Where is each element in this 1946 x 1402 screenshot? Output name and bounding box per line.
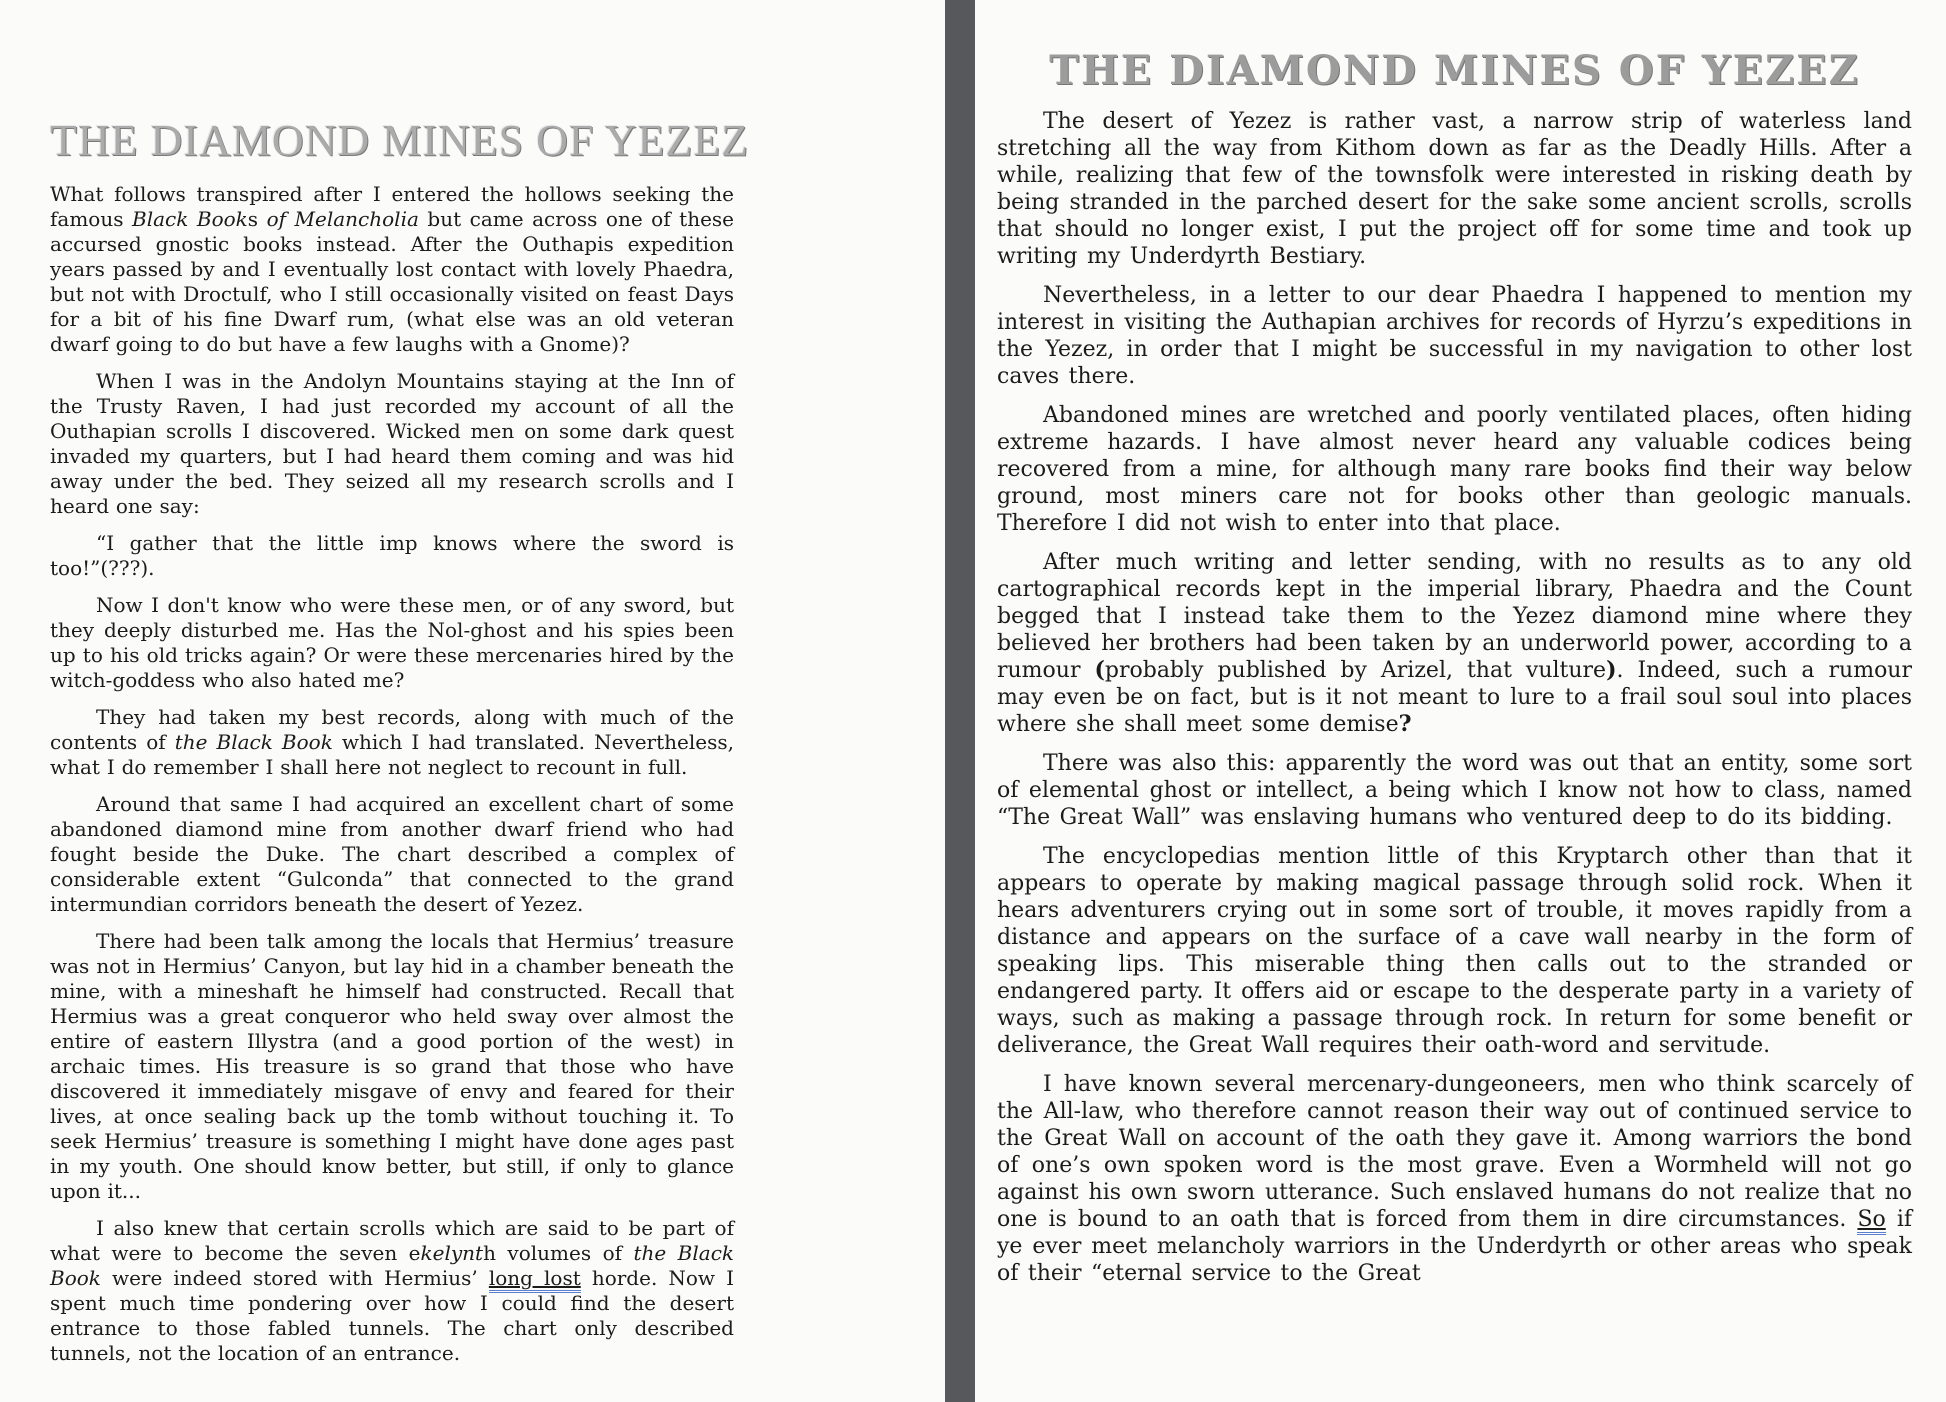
text-segment: were indeed stored with Hermius’	[100, 1266, 489, 1291]
page-left-title: THE DIAMOND MINES OF YEZEZ	[50, 116, 749, 165]
text-segment: probably published by Arizel, that vulture	[1104, 658, 1607, 683]
page-divider	[945, 0, 975, 1402]
paragraph	[50, 929, 734, 1204]
text-segment: I also knew that certain scrolls which are said to be part of what were to become the seven e	[50, 1216, 734, 1266]
text-segment: kelynt	[420, 1241, 484, 1266]
paragraph	[50, 369, 734, 519]
text-segment: the Black Book	[50, 1241, 735, 1291]
text-segment: (	[1094, 657, 1105, 683]
text-segment: but came across one of these accursed gnostic books instead. After the Outhapis expedition years passed by and I eventually lost contact with lovely Phaedra, but not with Droctulf, who I still occasionally visited on feast Days for a bit of his fine Dwarf rum, (what else was an old veteran dwarf going to do but have a few laughs with a Gnome)?	[50, 207, 735, 357]
text-segment: I have known several mercenary-dungeoneers, men who think scarcely of the All-law, who therefore cannot reason their way out of continued service to the Great Wall on account of the oath they gave it. Among warriors the bond of one’s own spoken word is the most grave. Even a Wormheld will not go against his own sworn utterance. Such enslaved humans do not realize that no one is bound to an oath that is forced from them in dire circumstances.	[997, 1072, 1912, 1232]
text-segment: horde. Now I spent much time pondering over how I could find the desert entrance to those fabled tunnels. The chart only described tunnels, not the location of an entrance.	[50, 1266, 734, 1366]
paragraph	[997, 549, 1912, 738]
grammar-marked-text: So	[1857, 1207, 1885, 1235]
page-left-body	[50, 182, 734, 1366]
page-right-body	[997, 108, 1912, 1287]
text-segment: the Black Book	[174, 730, 333, 755]
paragraph	[50, 593, 734, 693]
text-segment: What follows transpired after I entered the hollows seeking the famous	[50, 182, 734, 232]
paragraph	[997, 750, 1912, 831]
text-segment: There was also this: apparently the word was out that an entity, some sort of elemental ghost or intellect, a being which I know not how to class, named “The Great Wall” was enslaving humans who ventured deep to do its bidding.	[997, 751, 1912, 830]
text-segment: There had been talk among the locals that Hermius’ treasure was not in Hermius’ Canyon, but lay hid in a chamber beneath the mine, with a mineshaft he himself had constructed. Recall that Hermius was a great conqueror who held sway over almost the entire of eastern Illystra (and a good portion of the west) in archaic times. His treasure is so grand that those who have discovered it immediately misgave of envy and feared for their lives, at once sealing back up the tomb without touching it. To seek Hermius’ treasure is something I might have done ages past in my youth. One should know better, but still, if only to glance upon it...	[50, 929, 734, 1204]
page-right	[975, 0, 1946, 1402]
grammar-marked-text: long lost	[489, 1266, 581, 1293]
text-segment: Around that same I had acquired an excellent chart of some abandoned diamond mine from another dwarf friend who had fought beside the Duke. The chart described a complex of considerable extent “Gulconda” that connected to the grand intermundian corridors beneath the desert of Yezez.	[50, 792, 734, 917]
text-segment: Now I don't know who were these men, or of any sword, but they deeply disturbed me. Has the Nol-ghost and his spies been up to his old tricks again? Or were these mercenaries hired by the witch-goddess who also hated me?	[50, 593, 734, 693]
paragraph	[50, 705, 734, 780]
text-segment: Nevertheless, in a letter to our dear Phaedra I happened to mention my interest in visiting the Authapian archives for records of Hyrzu’s expeditions in the Yezez, in order that I might be successful in my navigation to other lost caves there.	[997, 283, 1912, 389]
text-segment: The desert of Yezez is rather vast, a narrow strip of waterless land stretching all the way from Kithom down as far as the Deadly Hills. After a while, realizing that few of the townsfolk were interested in risking death by being stranded in the parched desert for the sake some ancient scrolls, scrolls that should no longer exist, I put the project off for some time and took up writing my Underdyrth Bestiary.	[997, 109, 1912, 269]
paragraph	[50, 1216, 734, 1366]
text-segment: )	[1606, 657, 1617, 683]
text-segment: When I was in the Andolyn Mountains staying at the Inn of the Trusty Raven, I had just recorded my account of all the Outhapian scrolls I discovered. Wicked men on some dark quest invaded my quarters, but I had heard them coming and was hid away under the bed. They seized all my research scrolls and I heard one say:	[50, 369, 734, 519]
text-segment: Abandoned mines are wretched and poorly ventilated places, often hiding extreme hazards. I have almost never heard any valuable codices being recovered from a mine, for although many rare books find their way below ground, most miners care not for books other than geologic manuals. Therefore I did not wish to enter into that place.	[997, 403, 1912, 536]
paragraph	[997, 282, 1912, 390]
text-segment: of Melancholia	[266, 207, 419, 232]
text-segment: . Indeed, such a rumour may even be on fact, but is it not meant to lure to a frail soul soul into places where she shall meet some demise	[997, 658, 1912, 737]
text-segment: ?	[1398, 711, 1412, 737]
text-segment: The encyclopedias mention little of this Kryptarch other than that it appears to operate by making magical passage through solid rock. When it hears adventurers crying out in some sort of trouble, it moves rapidly from a distance and appears on the surface of a cave wall nearby in the form of speaking lips. This miserable thing then calls out to the stranded or endangered party. It offers aid or escape to the desperate party in a variety of ways, such as making a passage through rock. In return for some benefit or deliverance, the Great Wall requires their oath-word and servitude.	[997, 844, 1912, 1058]
text-segment: After much writing and letter sending, with no results as to any old cartographical records kept in the imperial library, Phaedra and the Count begged that I instead take them to the Yezez diamond mine where they believed her brothers had been taken by an underworld power, according to a rumour	[997, 550, 1912, 683]
paragraph	[997, 1071, 1912, 1287]
text-segment: They had taken my best records, along with much of the contents of	[50, 705, 734, 755]
text-segment: if ye ever meet melancholy warriors in the Underdyrth or other areas who speak of their “eternal service to the Great	[997, 1207, 1912, 1286]
text-segment: s	[247, 207, 267, 232]
text-segment: h volumes of	[483, 1241, 634, 1266]
paragraph	[50, 531, 734, 581]
paragraph	[997, 402, 1912, 537]
page-right-title: THE DIAMOND MINES OF YEZEZ	[1049, 47, 1860, 94]
text-segment: which I had translated. Nevertheless, what I do remember I shall here not neglect to recount in full.	[50, 730, 734, 780]
paragraph	[50, 182, 734, 357]
paragraph	[50, 792, 734, 917]
text-segment: Black Book	[132, 207, 248, 232]
text-segment: “I gather that the little imp knows where the sword is too!”(???).	[50, 531, 734, 581]
page-left	[0, 0, 945, 1402]
paragraph	[997, 843, 1912, 1059]
paragraph	[997, 108, 1912, 270]
